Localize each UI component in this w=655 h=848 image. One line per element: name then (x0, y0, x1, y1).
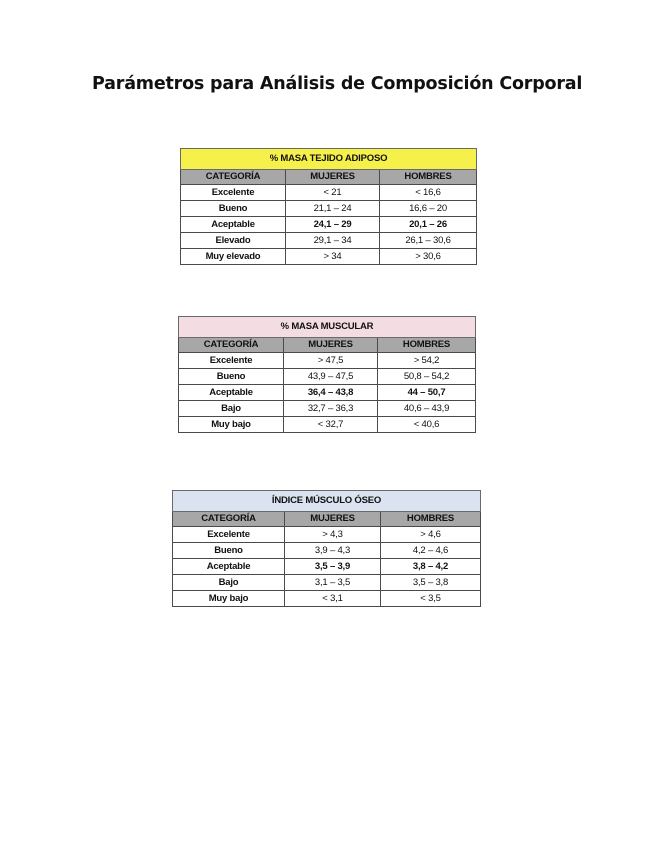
category-cell: Muy bajo (179, 417, 284, 433)
table-row-highlighted (173, 559, 481, 575)
men-value-cell: > 54,2 (378, 353, 476, 369)
category-cell: Aceptable (181, 217, 286, 233)
page-title: Parámetros para Análisis de Composición Corporal (92, 74, 583, 94)
table-row (181, 201, 477, 217)
men-value-cell: 26,1 – 30,6 (380, 233, 477, 249)
men-value-cell: 44 – 50,7 (378, 385, 476, 401)
men-value-cell: 50,8 – 54,2 (378, 369, 476, 385)
table-row (179, 353, 476, 369)
table-title: ÍNDICE MÚSCULO ÓSEO (173, 491, 481, 512)
column-header-women: MUJERES (286, 170, 380, 185)
men-value-cell: < 40,6 (378, 417, 476, 433)
women-value-cell: 24,1 – 29 (286, 217, 380, 233)
men-value-cell: < 16,6 (380, 185, 477, 201)
category-cell: Bajo (179, 401, 284, 417)
column-header-category: CATEGORÍA (179, 338, 284, 353)
men-value-cell: 4,2 – 4,6 (381, 543, 481, 559)
column-header-men: HOMBRES (378, 338, 476, 353)
category-cell: Muy elevado (181, 249, 286, 265)
men-value-cell: 20,1 – 26 (380, 217, 477, 233)
table-row (173, 543, 481, 559)
women-value-cell: 3,9 – 4,3 (285, 543, 381, 559)
category-cell: Aceptable (173, 559, 285, 575)
category-cell: Excelente (181, 185, 286, 201)
table-row (173, 575, 481, 591)
women-value-cell: > 47,5 (284, 353, 378, 369)
women-value-cell: 3,1 – 3,5 (285, 575, 381, 591)
table-row (173, 591, 481, 607)
column-header-women: MUJERES (284, 338, 378, 353)
women-value-cell: < 21 (286, 185, 380, 201)
women-value-cell: 43,9 – 47,5 (284, 369, 378, 385)
women-value-cell: < 3,1 (285, 591, 381, 607)
column-header-category: CATEGORÍA (181, 170, 286, 185)
muscle-mass-table (178, 316, 476, 433)
women-value-cell: < 32,7 (284, 417, 378, 433)
men-value-cell: > 30,6 (380, 249, 477, 265)
table-row (179, 369, 476, 385)
category-cell: Aceptable (179, 385, 284, 401)
category-cell: Bueno (181, 201, 286, 217)
column-header-men: HOMBRES (380, 170, 477, 185)
category-cell: Bueno (173, 543, 285, 559)
category-cell: Excelente (179, 353, 284, 369)
category-cell: Bueno (179, 369, 284, 385)
category-cell: Excelente (173, 527, 285, 543)
men-value-cell: < 3,5 (381, 591, 481, 607)
adipose-tissue-table (180, 148, 477, 265)
muscle-bone-index-table (172, 490, 481, 607)
women-value-cell: 36,4 – 43,8 (284, 385, 378, 401)
men-value-cell: 3,5 – 3,8 (381, 575, 481, 591)
column-header-category: CATEGORÍA (173, 512, 285, 527)
women-value-cell: > 34 (286, 249, 380, 265)
women-value-cell: 29,1 – 34 (286, 233, 380, 249)
category-cell: Muy bajo (173, 591, 285, 607)
category-cell: Bajo (173, 575, 285, 591)
table-row (173, 527, 481, 543)
table-row (179, 401, 476, 417)
men-value-cell: > 4,6 (381, 527, 481, 543)
table-row-highlighted (181, 217, 477, 233)
table-title: % MASA TEJIDO ADIPOSO (181, 149, 477, 170)
table-row-highlighted (179, 385, 476, 401)
women-value-cell: > 4,3 (285, 527, 381, 543)
table-row (181, 233, 477, 249)
table-row (179, 417, 476, 433)
column-header-women: MUJERES (285, 512, 381, 527)
column-header-men: HOMBRES (381, 512, 481, 527)
men-value-cell: 16,6 – 20 (380, 201, 477, 217)
women-value-cell: 3,5 – 3,9 (285, 559, 381, 575)
women-value-cell: 32,7 – 36,3 (284, 401, 378, 417)
women-value-cell: 21,1 – 24 (286, 201, 380, 217)
table-row (181, 185, 477, 201)
category-cell: Elevado (181, 233, 286, 249)
men-value-cell: 40,6 – 43,9 (378, 401, 476, 417)
men-value-cell: 3,8 – 4,2 (381, 559, 481, 575)
table-row (181, 249, 477, 265)
table-title: % MASA MUSCULAR (179, 317, 476, 338)
